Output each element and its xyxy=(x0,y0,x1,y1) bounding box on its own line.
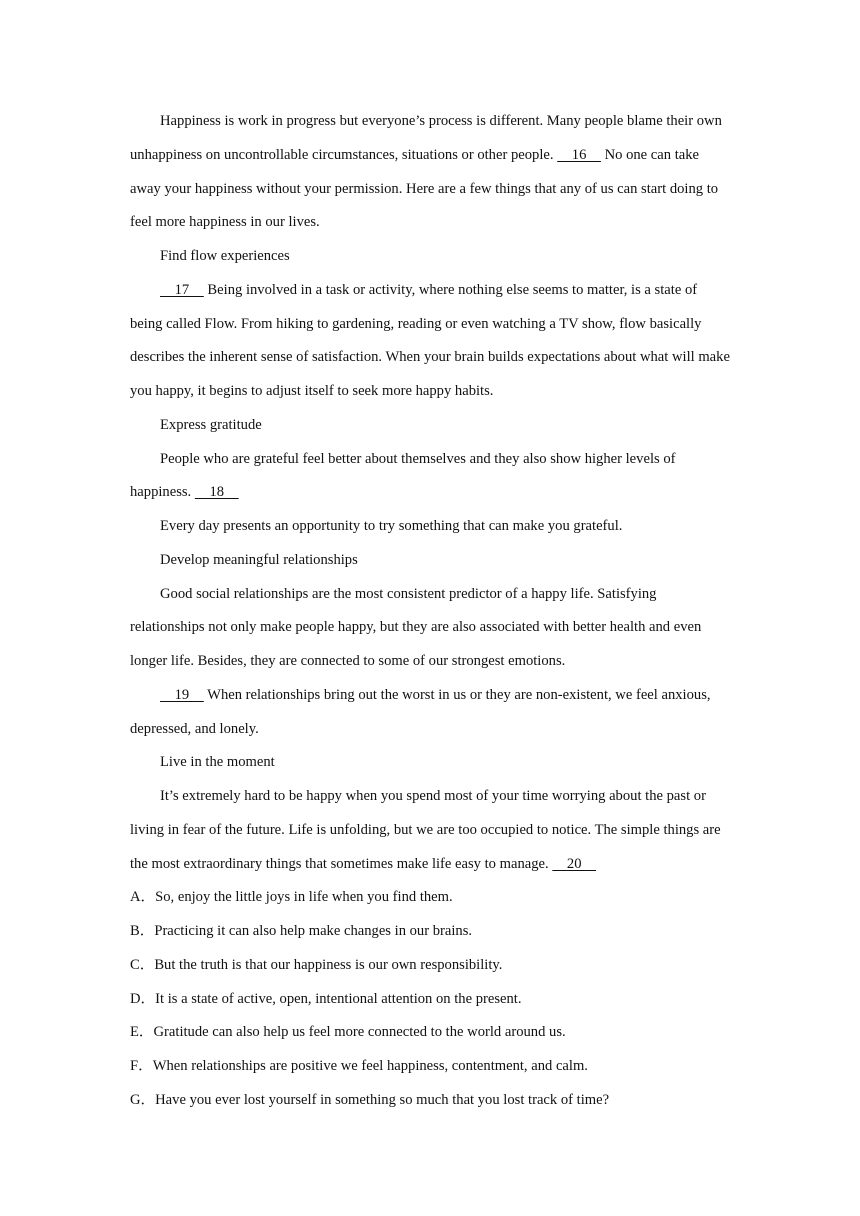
option-letter: G． xyxy=(130,1091,156,1108)
paragraph-text: It’s extremely hard to be happy when you spend most of your time worrying about the past or living in fear of the future. Life is unfolding, but we are too occupied to notice. The simple things are the most extraordinary things that sometimes make life easy to manage. xyxy=(130,788,721,872)
paragraph-text: Happiness is work in progress but everyone’s process is different. Many people blame their own unhappiness on uncontrollable circumstances, situations or other people. xyxy=(130,113,722,163)
paragraph-relationships xyxy=(130,578,730,679)
answer-options xyxy=(130,881,730,1117)
paragraph-intro xyxy=(130,105,730,240)
paragraph-text: Good social relationships are the most consistent predictor of a happy life. Satisfying relationships not only make people happy, but they are also associated with better health and even longer life. Besides, they are connected to some of our strongest emotions. xyxy=(130,585,702,669)
option-f xyxy=(130,1050,730,1084)
option-letter: E． xyxy=(130,1024,154,1041)
option-text: Practicing it can also help make changes in our brains. xyxy=(154,923,473,939)
section-heading: Live in the moment xyxy=(160,754,275,771)
answer-blank-19: 19 xyxy=(160,686,204,703)
option-g xyxy=(130,1084,730,1118)
option-text: It is a state of active, open, intentional attention on the present. xyxy=(155,990,522,1007)
option-text: When relationships are positive we feel happiness, contentment, and calm. xyxy=(152,1058,588,1074)
paragraph-gratitude-2 xyxy=(130,510,730,544)
answer-blank-18: 18 xyxy=(194,484,239,501)
answer-blank-17: 17 xyxy=(160,281,204,298)
option-e xyxy=(130,1016,730,1050)
option-text: Gratitude can also help us feel more connected to the world around us. xyxy=(153,1024,566,1041)
answer-blank-20: 20 xyxy=(552,855,597,872)
reading-passage xyxy=(130,105,730,1118)
paragraph-text: Being involved in a task or activity, where nothing else seems to matter, is a state of being called Flow. From hiking to gardening, reading or even watching a TV show, flow basically describes the inherent sense of satisfaction. When your brain builds expectations about what will make you happy, it begins to adjust itself to seek more happy habits. xyxy=(130,281,730,399)
section-heading: Express gratitude xyxy=(160,416,262,433)
option-letter: C． xyxy=(130,956,155,973)
paragraph-text: People who are grateful feel better about themselves and they also show higher levels of happiness. xyxy=(130,450,676,501)
paragraph-moment xyxy=(130,780,730,881)
option-b xyxy=(130,915,730,949)
section-heading: Find flow experiences xyxy=(160,248,290,264)
option-a xyxy=(130,881,730,915)
option-text: Have you ever lost yourself in something so much that you lost track of time? xyxy=(155,1091,610,1108)
paragraph-text: Every day presents an opportunity to try something that can make you grateful. xyxy=(160,518,623,534)
option-text: But the truth is that our happiness is our own responsibility. xyxy=(154,956,503,973)
option-d xyxy=(130,983,730,1017)
option-text: So, enjoy the little joys in life when you find them. xyxy=(155,889,453,906)
paragraph-gratitude xyxy=(130,443,730,511)
option-letter: B． xyxy=(130,923,155,939)
paragraph-text: When relationships bring out the worst in us or they are non-existent, we feel anxious, depressed, and lonely. xyxy=(130,686,711,737)
option-letter: D． xyxy=(130,990,156,1007)
option-letter: F． xyxy=(130,1058,153,1074)
paragraph-flow xyxy=(130,274,730,409)
paragraph-text: No one can take away your happiness without your permission. Here are a few things that any of us can start doing to feel more happiness in our lives. xyxy=(130,146,719,231)
section-heading: Develop meaningful relationships xyxy=(160,551,358,568)
answer-blank-16: 16 xyxy=(557,146,601,163)
option-letter: A． xyxy=(130,889,156,906)
option-c xyxy=(130,949,730,983)
paragraph-relationships-2 xyxy=(130,679,730,747)
